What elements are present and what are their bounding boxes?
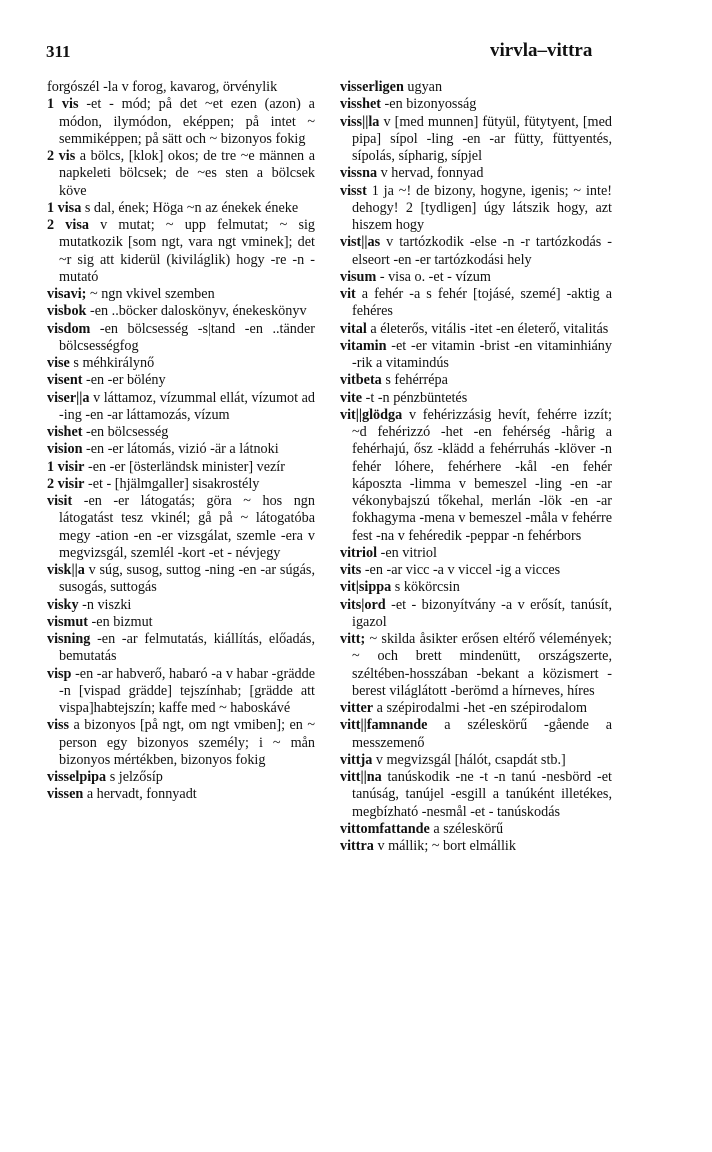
right-column — [340, 79, 612, 855]
dictionary-entry — [47, 96, 315, 148]
entry-headword: vit|sippa — [340, 579, 392, 596]
entry-definition: -en -er látomás, vizió -är a látnoki — [82, 441, 279, 458]
dictionary-entry — [47, 597, 315, 614]
entry-headword: 2 vis — [47, 148, 76, 164]
dictionary-entry — [340, 597, 612, 632]
entry-headword: viss — [47, 717, 70, 734]
entry-definition: a életerős, vitális -itet -en életerő, vitalitás — [366, 320, 609, 337]
dictionary-entry — [47, 355, 315, 372]
entry-definition: a széleskörű — [429, 820, 504, 837]
entry-definition: tanúskodik -ne -t -n tanú -nesbörd -et tanúság, tanújel -esgill a tanúként illetékes, megbízható -nesmål -et - tanúskodás — [352, 769, 612, 820]
dictionary-entry — [340, 579, 612, 596]
dictionary-entry — [340, 821, 612, 838]
dictionary-entry — [47, 286, 315, 303]
entry-definition: -en bölcsesség — [82, 424, 169, 440]
dictionary-entry — [47, 631, 315, 666]
entry-definition: -en -er [österländsk minister] vezír — [84, 458, 285, 475]
page-number: 311 — [46, 42, 71, 61]
dictionary-entry — [47, 459, 315, 476]
entry-headword: 1 visir — [47, 458, 85, 475]
entry-headword: visserligen — [340, 79, 404, 95]
entry-definition: s kökörcsin — [391, 579, 460, 596]
dictionary-entry — [340, 631, 612, 700]
entry-definition: v mutat; ~ upp felmutat; ~ sig mutatkozik [som ngt, vara ngt vminek]; det ~r sig att kiderül (kiviláglik) hogy -re -n - mutató — [59, 217, 315, 285]
entry-headword: visshet — [340, 96, 381, 113]
entry-headword: vitbeta — [340, 372, 382, 389]
entry-headword: vits|ord — [340, 596, 386, 613]
entry-headword: vitriol — [340, 544, 378, 561]
dictionary-entry — [47, 769, 315, 786]
dictionary-entry — [340, 114, 612, 166]
dictionary-entry — [340, 286, 612, 321]
entry-headword: visum — [340, 268, 377, 285]
entry-definition: -en ..böcker daloskönyv, énekeskönyv — [86, 303, 307, 320]
dictionary-entry — [47, 441, 315, 458]
entry-definition: s méhkirálynő — [69, 355, 155, 371]
dictionary-entry — [47, 717, 315, 769]
entry-headword: visselpipa — [47, 769, 107, 785]
entry-definition: v tartózkodik -else -n -r tartózkodás -elseort -en -er tartózkodási hely — [352, 234, 612, 268]
entry-headword: visp — [47, 665, 72, 682]
dictionary-entry — [340, 372, 612, 389]
dictionary-entry — [47, 493, 315, 562]
dictionary-entry — [340, 407, 612, 545]
entry-definition: -en bizmut — [88, 613, 153, 630]
entry-definition: s fehérrépa — [381, 372, 448, 389]
left-column — [47, 79, 315, 804]
dictionary-entry — [47, 303, 315, 320]
entry-definition: v [med munnen] fütyül, fütytyent, [med pipa] sípol -ling -en -ar fütty, füttyentés, sípolás, sípharig, sípjel — [352, 113, 612, 164]
dictionary-entry — [47, 148, 315, 200]
dictionary-entry — [340, 700, 612, 717]
entry-headword: vit — [340, 286, 356, 302]
entry-definition: v súg, susog, suttog -ning -en -ar súgás, susogás, suttogás — [59, 562, 315, 596]
dictionary-entry — [340, 79, 612, 96]
entry-headword: vishet — [47, 424, 83, 440]
dictionary-entry — [47, 390, 315, 425]
entry-headword: visk||a — [47, 562, 85, 578]
entry-headword: vision — [47, 441, 83, 458]
dictionary-entry — [47, 562, 315, 597]
entry-headword: visdom — [47, 320, 91, 337]
entry-headword: 2 visa — [47, 217, 89, 233]
entry-definition: a hervadt, fonnyadt — [83, 786, 197, 803]
entry-definition: a szépirodalmi -het -en szépirodalom — [373, 700, 588, 716]
entry-headword: vits — [340, 562, 362, 578]
entry-definition: -en -ar felmutatás, kiállítás, előadás, bemutatás — [59, 631, 315, 665]
entry-headword: viser||a — [47, 389, 90, 406]
entry-definition: -en -er bölény — [82, 372, 166, 389]
dictionary-entry — [340, 838, 612, 855]
entry-definition: -et -er vitamin -brist -en vitaminhiány -rik a vitamindús — [352, 337, 612, 371]
entry-definition: -t -n pénzbüntetés — [362, 389, 468, 406]
dictionary-entry — [340, 96, 612, 113]
entry-definition: 1 ja ~! de bizony, hogyne, igenis; ~ inte! dehogy! 2 [tydligen] úgy látszik hogy, azt hiszem hogy — [352, 182, 612, 233]
entry-headword: visit — [47, 493, 73, 509]
dictionary-entry — [47, 79, 315, 96]
entry-definition: ~ ngn vkivel szemben — [86, 286, 215, 302]
entry-definition: forgószél -la v forog, kavarog, örvénylik — [47, 79, 278, 95]
entry-definition: -en bölcsesség -s|tand -en ..tänder bölcsességfog — [59, 320, 315, 354]
entry-headword: visent — [47, 372, 83, 389]
entry-definition: -en -ar habverő, habaró -a v habar -grädde -n [vispad grädde] tejszínhab; [grädde att vispa]habtejszín; kaffe med ~ haboskávé — [59, 665, 315, 716]
entry-definition: -et - bizonyítvány -a v erősít, tanúsít, igazol — [352, 596, 612, 630]
entry-headword: vittomfattande — [340, 820, 430, 837]
entry-headword: visst — [340, 182, 367, 199]
entry-headword: vit||glödga — [340, 406, 403, 423]
entry-headword: 1 vis — [47, 96, 79, 113]
entry-headword: vitamin — [340, 337, 387, 354]
entry-definition: -en vitriol — [377, 544, 437, 561]
entry-definition: -en bizonyosság — [381, 96, 477, 113]
entry-definition: -en -ar vicc -a v viccel -ig a vicces — [361, 562, 561, 578]
entry-definition: a bölcs, [klok] okos; de tre ~e männen a napkeleti bölcsek; de ~es sten a bölcsek köve — [59, 148, 315, 199]
dictionary-entry — [47, 372, 315, 389]
entry-headword: visning — [47, 631, 91, 647]
dictionary-entry — [340, 234, 612, 269]
dictionary-entry — [340, 338, 612, 373]
dictionary-entry — [340, 562, 612, 579]
entry-definition: -en -er látogatás; göra ~ hos ngn látogatást tesz vkinél; gå på ~ látogatóba megy -ation -en -er vizsgálat, szemle -era v megvizsgál, szemlél -kort -et - névjegy — [59, 493, 315, 561]
entry-definition: -et - mód; på det ~et ezen (azon) a módon, ilymódon, eképpen; på intet ~ semmiképpen; på sätt och ~ bizonyos fokig — [59, 96, 315, 147]
entry-definition: a fehér -a s fehér [tojásé, szemé] -aktig a fehéres — [352, 286, 612, 320]
dictionary-entry — [340, 390, 612, 407]
dictionary-entry — [340, 165, 612, 182]
entry-definition: ~ skilda åsikter erősen eltérő vélemények; ~ och brett mindenütt, országszerte, széltében-hosszában -bekant a közismert -berest világlátott -berömd a hírneves, híres — [352, 631, 612, 699]
entry-headword: vittja — [340, 751, 373, 768]
entry-definition: a széleskörű -gående a messzemenő — [352, 717, 612, 751]
entry-definition: s jelzősíp — [106, 769, 163, 785]
entry-headword: 1 visa — [47, 199, 82, 216]
entry-headword: visavi; — [47, 286, 87, 302]
dictionary-entry — [340, 752, 612, 769]
entry-headword: vissna — [340, 165, 378, 182]
entry-headword: visbok — [47, 303, 87, 320]
entry-headword: 2 visir — [47, 475, 85, 492]
dictionary-entry — [340, 183, 612, 235]
entry-definition: v megvizsgál [hálót, csapdát stb.] — [372, 751, 566, 768]
dictionary-entry — [47, 476, 315, 493]
dictionary-entry — [340, 545, 612, 562]
dictionary-entry — [340, 769, 612, 821]
entry-definition: v láttamoz, vízummal ellát, vízumot ad -ing -en -ar láttamozás, vízum — [59, 389, 315, 423]
entry-definition: v mállik; ~ bort elmállik — [373, 838, 516, 854]
entry-definition: v hervad, fonnyad — [377, 165, 484, 182]
entry-headword: vise — [47, 355, 70, 371]
dictionary-entry — [47, 666, 315, 718]
entry-headword: vite — [340, 389, 363, 406]
entry-headword: vitt||famnande — [340, 717, 428, 734]
entry-definition: -n viszki — [78, 596, 132, 613]
dictionary-entry — [47, 200, 315, 217]
entry-headword: vitt||na — [340, 769, 382, 785]
entry-definition: -et - [hjälmgaller] sisakrostély — [84, 475, 260, 492]
entry-headword: visky — [47, 596, 79, 613]
entry-headword: vist||as — [340, 234, 381, 251]
dictionary-entry — [340, 269, 612, 286]
entry-headword: vismut — [47, 613, 88, 630]
dictionary-entry — [340, 717, 612, 752]
running-head: virvla–vittra — [490, 40, 593, 61]
dictionary-entry — [47, 786, 315, 803]
entry-definition: - visa o. -et - vízum — [376, 268, 491, 285]
dictionary-entry — [340, 321, 612, 338]
entry-definition: ugyan — [403, 79, 443, 95]
entry-headword: vitt; — [340, 631, 366, 647]
entry-definition: s dal, ének; Höga ~n az énekek éneke — [81, 199, 299, 216]
dictionary-entry — [47, 614, 315, 631]
entry-headword: vital — [340, 320, 367, 337]
entry-definition: v fehérizzásig hevít, fehérre izzít; ~d fehérizzó -het -en fehérség -hårig a fehérhajú, ősz -klädd a fehérruhás -klöver -n fehér lóhere, fehérhere -kål -en fehér káposzta -limma v bemeszel -ling -en -ar vékonybajszú tőkehal, merlán -lök -en -ar fokhagyma -mena v bemeszel -måla v fehérre fest -na v fehéredik -peppar -n fehérbors — [352, 406, 612, 544]
entry-headword: vittra — [340, 838, 374, 854]
entry-headword: viss||la — [340, 113, 380, 130]
entry-headword: vitter — [340, 700, 374, 716]
dictionary-entry — [47, 424, 315, 441]
entry-headword: vissen — [47, 786, 84, 803]
dictionary-entry — [47, 217, 315, 286]
entry-definition: a bizonyos [på ngt, om ngt vmiben]; en ~ person egy bizonyos személy; i ~ mån bizonyos mértékben, bizonyos fokig — [59, 717, 315, 768]
dictionary-entry — [47, 321, 315, 356]
